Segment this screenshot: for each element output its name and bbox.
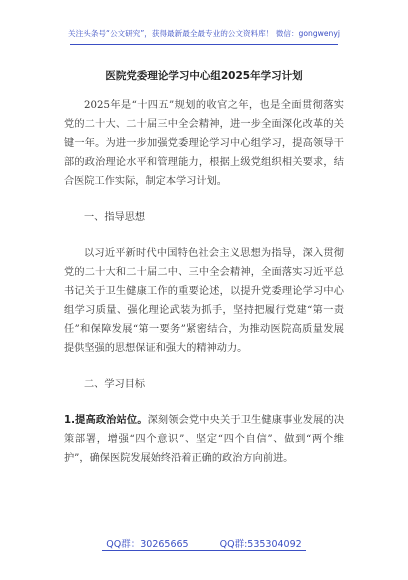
goal-1-body: 深刻领会党中央关于卫生健康事业发展的决策部署，增强“四个意识”、坚定“四个自信”、做到“两个维护”，确保医院发展始终沿着正确的政治方向前进。 xyxy=(64,415,345,464)
top-divider xyxy=(70,44,338,45)
section-heading-guiding-ideology: 一、指导思想 xyxy=(84,212,146,223)
goal-1-lead: 1.提高政治站位。 xyxy=(64,415,148,426)
intro-paragraph: 2025年是“十四五”规划的收官之年，也是全面贯彻落实党的二十大、二十届三中全会精神，进一步全面深化改革的关键一年。为进一步加强党委理论学习中心组学习，提高领导干部的政治理论水平和管理能力，根据上级党组织相关要求，结合医院工作实际，制定本学习计划。 xyxy=(64,100,344,187)
section-heading-study-goals: 二、学习目标 xyxy=(84,379,146,390)
document-body xyxy=(64,96,344,468)
footer-divider xyxy=(102,550,306,551)
guiding-ideology-paragraph: 以习近平新时代中国特色社会主义思想为指导，深入贯彻党的二十大和二十届二中、三中全会精神，全面落实习近平总书记关于卫生健康工作的重要论述，以提升党委理论学习中心组学习质量、强化理论武装为抓手，坚持把履行党建“第一责任”和保障发展“第一要务”紧密结合，为推动医院高质量发展提供坚强的思想保证和强大的精神动力。 xyxy=(64,248,344,354)
top-banner: 关注头条号“公文研究”，获得最新最全最专业的公文资料库！ 微信：gongwenyj xyxy=(68,29,340,38)
footer-contacts xyxy=(0,536,408,550)
document-title: 医院党委理论学习中心组2025年学习计划 xyxy=(105,70,303,82)
footer-qq-group-1: QQ群：30265665 xyxy=(106,539,189,550)
footer-qq-group-2: QQ群:535304092 xyxy=(219,539,302,550)
goal-1-paragraph xyxy=(64,411,344,468)
